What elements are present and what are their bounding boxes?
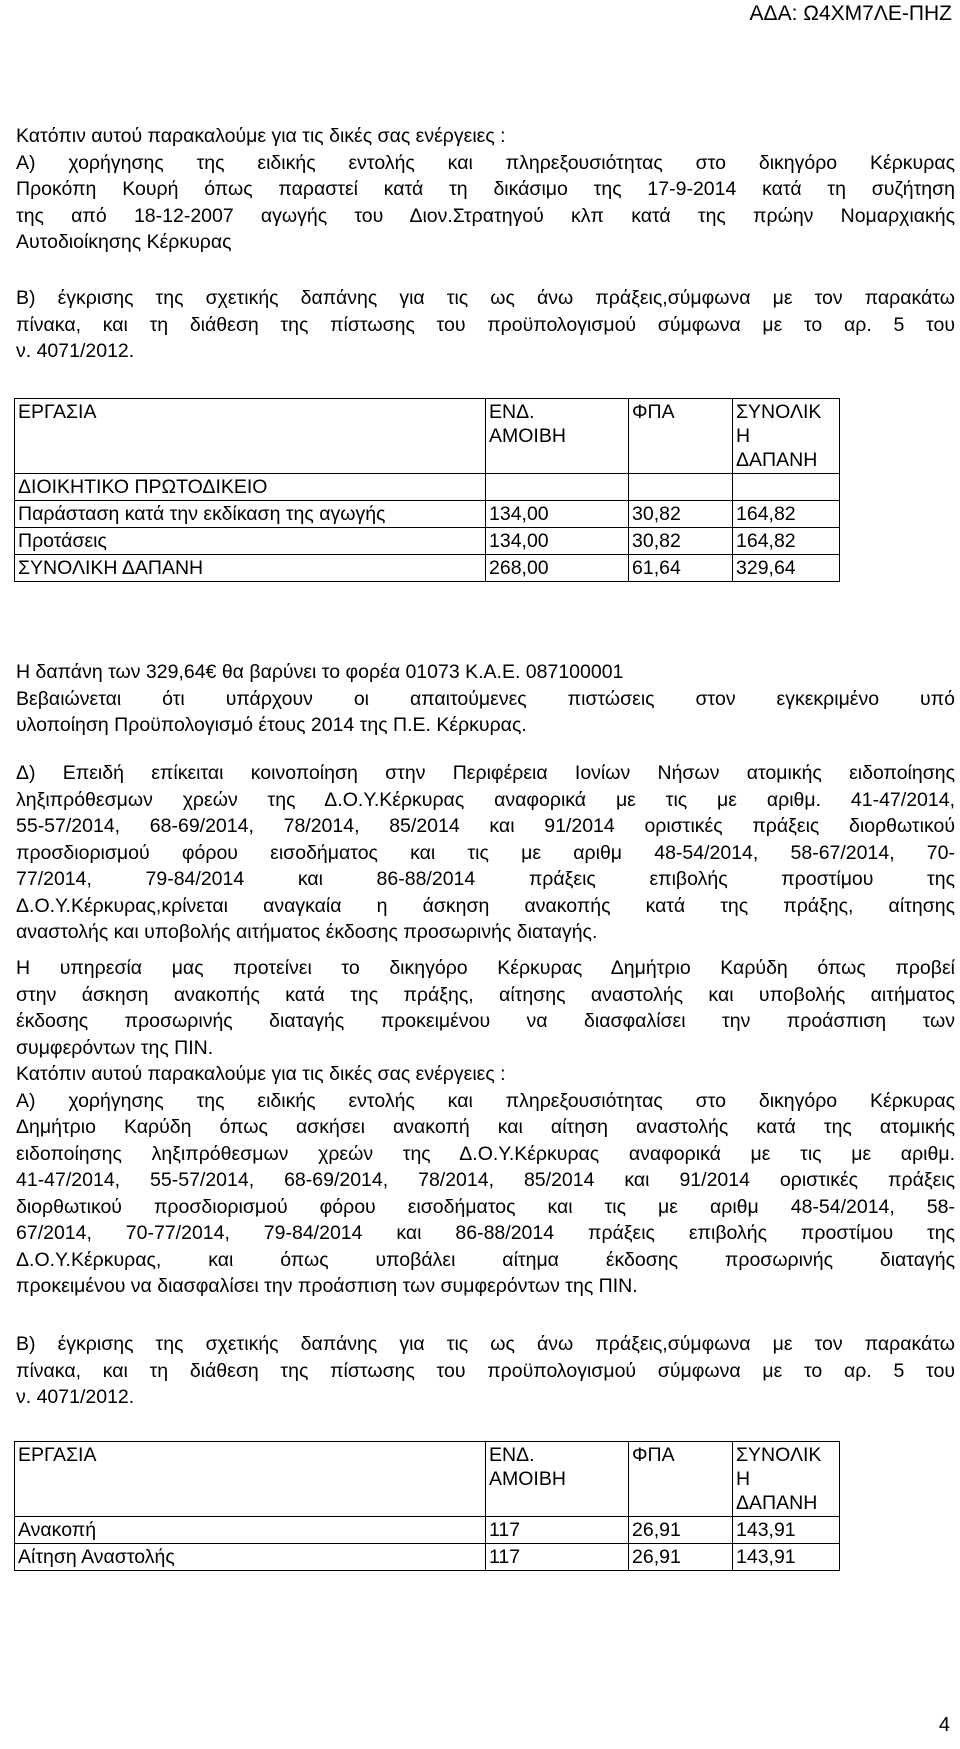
- column-header: ΣΥΝΟΛΙΚ Η ΔΑΠΑΝΗ: [733, 399, 840, 474]
- text-line: 77/2014, 79-84/2014 και 86-88/2014 πράξεις επιβολής προστίμου της: [16, 868, 955, 890]
- text-line: Η δαπάνη των 329,64€ θα βαρύνει το φορέα 01073 Κ.Α.Ε. 087100001: [16, 661, 624, 683]
- column-header: ΦΠΑ: [629, 1442, 733, 1517]
- text-line: Β) έγκρισης της σχετικής δαπάνης για τις ως άνω πράξεις,σύμφωνα με τον παρακάτω: [16, 287, 955, 309]
- text-line: Δ) Επειδή επίκειται κοινοποίηση στην Περιφέρεια Ιονίων Νήσων ατομικής ειδοποίησης: [16, 762, 955, 784]
- text-line: 55-57/2014, 68-69/2014, 78/2014, 85/2014 και 91/2014 οριστικές πράξεις διορθωτικού: [16, 815, 955, 837]
- vat-cell: 61,64: [629, 555, 733, 582]
- paragraph-d: [16, 760, 955, 946]
- expense-table-2: [14, 1441, 840, 1571]
- vat-cell: 26,91: [629, 1517, 733, 1544]
- total-cell: 143,91: [733, 1544, 840, 1571]
- column-header: ΦΠΑ: [629, 399, 733, 474]
- text-line: Προκόπη Κουρή όπως παραστεί κατά τη δικάσιμο της 17-9-2014 κατά τη συζήτηση: [16, 178, 955, 200]
- fee-cell: 268,00: [486, 555, 629, 582]
- text-line: 41-47/2014, 55-57/2014, 68-69/2014, 78/2014, 85/2014 και 91/2014 οριστικές πράξεις: [16, 1169, 955, 1191]
- task-cell: ΣΥΝΟΛΙΚΗ ΔΑΠΑΝΗ: [15, 555, 486, 582]
- text-line: Βεβαιώνεται ότι υπάρχουν οι απαιτούμενες πιστώσεις στον εγκεκριμένο υπό: [16, 687, 955, 710]
- text-line: 67/2014, 70-77/2014, 79-84/2014 και 86-88/2014 πράξεις επιβολής προστίμου της: [16, 1222, 955, 1244]
- fee-cell: 117: [486, 1544, 629, 1571]
- text-line: ν. 4071/2012.: [16, 340, 135, 362]
- text-line: Κατόπιν αυτού παρακαλούμε για τις δικές σας ενέργειες :: [16, 125, 506, 147]
- total-cell: 143,91: [733, 1517, 840, 1544]
- table-row: [15, 528, 840, 555]
- table-row: [15, 1517, 840, 1544]
- text-line: Δημήτριο Καρύδη όπως ασκήσει ανακοπή και αίτηση αναστολής κατά της ατομικής: [16, 1116, 955, 1138]
- fee-cell: 134,00: [486, 501, 629, 528]
- task-cell: Παράσταση κατά την εκδίκαση της αγωγής: [15, 501, 486, 528]
- text-line: Α) χορήγησης της ειδικής εντολής και πληρεξουσιότητας στο δικηγόρο Κέρκυρας: [16, 151, 955, 174]
- table-row: [15, 501, 840, 528]
- text-line: ληξιπρόθεσμων χρεών της Δ.Ο.Υ.Κέρκυρας αναφορικά με τις με αριθμ. 41-47/2014,: [16, 788, 955, 811]
- paragraph-proposal: [16, 955, 955, 1300]
- text-line: Α) χορήγησης της ειδικής εντολής και πληρεξουσιότητας στο δικηγόρο Κέρκυρας: [16, 1089, 955, 1112]
- text-line: Κατόπιν αυτού παρακαλούμε για τις δικές σας ενέργειες :: [16, 1063, 506, 1085]
- paragraph-request-b: [16, 285, 955, 365]
- text-line: αναστολής και υποβολής αιτήματος έκδοσης προσωρινής διαταγής.: [16, 921, 598, 943]
- column-header: ΕΡΓΑΣΙΑ: [15, 399, 486, 474]
- fee-cell: 134,00: [486, 528, 629, 555]
- table-total-row: [15, 555, 840, 582]
- text-line: Αυτοδιοίκησης Κέρκυρας: [16, 231, 232, 253]
- column-header: ΕΝΔ. ΑΜΟΙΒΗ: [486, 399, 629, 474]
- text-line: διορθωτικού προσδιορισμού φόρου εισοδήματος και τις με αριθμ 48-54/2014, 58-: [16, 1195, 955, 1218]
- expense-table-1: [14, 398, 840, 582]
- page-number: 4: [938, 1714, 950, 1736]
- text-line: Δ.Ο.Υ.Κέρκυρας,κρίνεται αναγκαία η άσκηση ανακοπής κατά της πράξης, αίτησης: [16, 894, 955, 917]
- paragraph-request-a: [16, 123, 955, 256]
- text-line: πίνακα, και τη διάθεση της πίστωσης του προϋπολογισμού σύμφωνα με το αρ. 5 του: [16, 1359, 955, 1382]
- task-cell: Προτάσεις: [15, 528, 486, 555]
- text-line: Β) έγκρισης της σχετικής δαπάνης για τις ως άνω πράξεις,σύμφωνα με τον παρακάτω: [16, 1333, 955, 1355]
- ada-code: ΑΔΑ: Ω4ΧΜ7ΛΕ-ΠΗΖ: [749, 2, 952, 25]
- section-cell: ΔΙΟΙΚΗΤΙΚΟ ΠΡΩΤΟΔΙΚΕΙΟ: [15, 474, 486, 501]
- total-cell: 329,64: [733, 555, 840, 582]
- fee-cell: 117: [486, 1517, 629, 1544]
- table-header-row: [15, 1442, 840, 1517]
- total-cell: 164,82: [733, 528, 840, 555]
- vat-cell: 30,82: [629, 501, 733, 528]
- column-header: ΣΥΝΟΛΙΚ Η ΔΑΠΑΝΗ: [733, 1442, 840, 1517]
- text-line: υλοποίηση Προϋπολογισμό έτους 2014 της Π.Ε. Κέρκυρας.: [16, 714, 527, 736]
- text-line: Η υπηρεσία μας προτείνει το δικηγόρο Κέρκυρας Δημήτριο Καρύδη όπως προβεί: [16, 957, 955, 979]
- text-line: συμφερόντων της ΠΙΝ.: [16, 1036, 214, 1059]
- text-line: προκειμένου να διασφαλίσει την προάσπιση των συμφερόντων της ΠΙΝ.: [16, 1275, 638, 1297]
- table-section-row: [15, 474, 840, 501]
- column-header: ΕΝΔ. ΑΜΟΙΒΗ: [486, 1442, 629, 1517]
- task-cell: Αίτηση Αναστολής: [15, 1544, 486, 1571]
- vat-cell: 26,91: [629, 1544, 733, 1571]
- paragraph-request-b-2: [16, 1331, 955, 1411]
- text-line: στην άσκηση ανακοπής κατά της πράξης, αίτησης αναστολής και υποβολής αιτήματος: [16, 983, 955, 1006]
- text-line: προσδιορισμού φόρου εισοδήματος και τις με αριθμ 48-54/2014, 58-67/2014, 70-: [16, 841, 955, 864]
- text-line: της από 18-12-2007 αγωγής του Διον.Στρατηγού κλπ κατά της πρώην Νομαρχιακής: [16, 204, 955, 227]
- text-line: έκδοσης προσωρινής διαταγής προκειμένου να διασφαλίσει την προάσπιση των: [16, 1010, 955, 1032]
- column-header: ΕΡΓΑΣΙΑ: [15, 1442, 486, 1517]
- text-line: ν. 4071/2012.: [16, 1386, 135, 1408]
- table-row: [15, 1544, 840, 1571]
- text-line: Δ.Ο.Υ.Κέρκυρας, και όπως υποβάλει αίτημα έκδοσης προσωρινής διαταγής: [16, 1248, 955, 1271]
- text-line: ειδοποίησης ληξιπρόθεσμων χρεών της Δ.Ο.Υ.Κέρκυρας αναφορικά με τις με αριθμ.: [16, 1142, 955, 1165]
- vat-cell: 30,82: [629, 528, 733, 555]
- table-header-row: [15, 399, 840, 474]
- paragraph-budget: [16, 659, 955, 739]
- text-line: πίνακα, και τη διάθεση της πίστωσης του προϋπολογισμού σύμφωνα με το αρ. 5 του: [16, 313, 955, 336]
- task-cell: Ανακοπή: [15, 1517, 486, 1544]
- total-cell: 164,82: [733, 501, 840, 528]
